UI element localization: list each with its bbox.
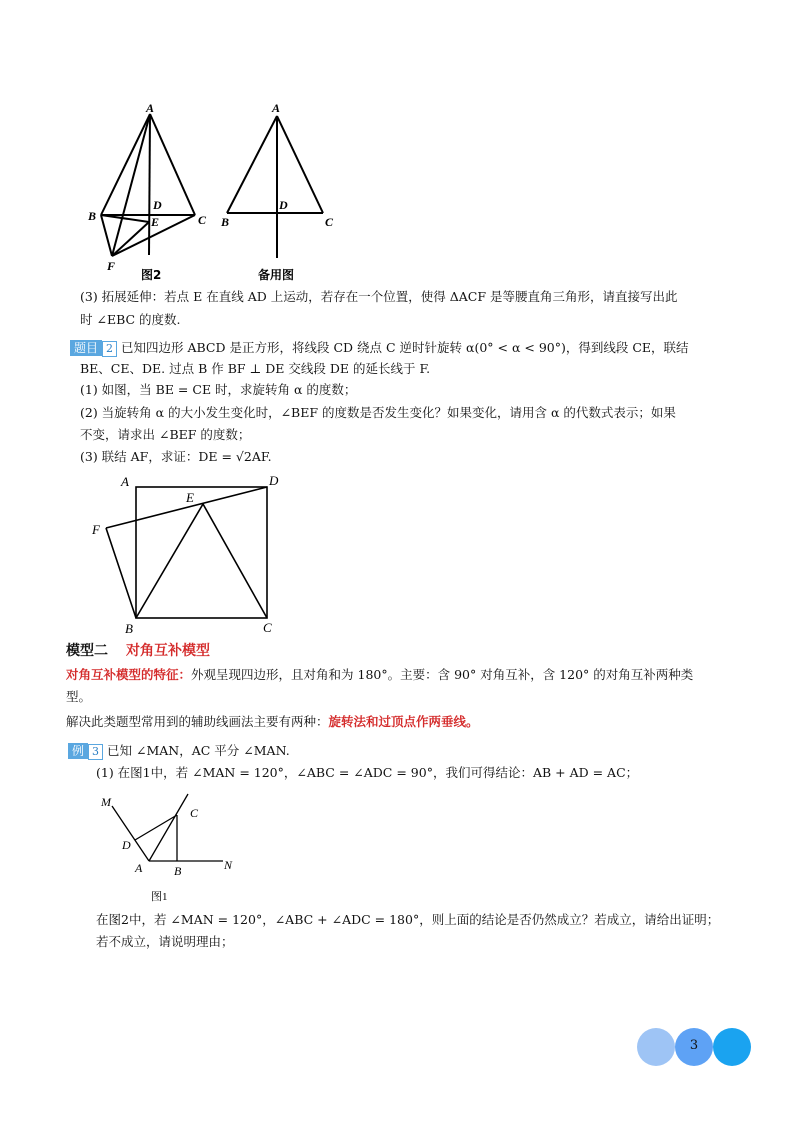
fig2-label-d: D [153, 198, 162, 212]
model2-feature [66, 666, 693, 684]
page-circle-dark [713, 1028, 751, 1066]
example3-tag: 例 [68, 743, 88, 759]
square-label-e: E [186, 490, 194, 505]
fig1-label-n: N [224, 858, 233, 872]
fig1-label-d: D [122, 838, 131, 852]
problem2-line4: (2) 当旋转角 α 的大小发生变化时，∠BEF 的度数是否发生变化？如果变化，请用含 α 的代数式表示；如果 [80, 405, 676, 420]
problem2-line5: 不变，请求出 ∠BEF 的度数； [80, 427, 251, 442]
square-label-f: F [92, 522, 100, 537]
model2-feature-text2: 型。 [66, 689, 92, 704]
square-label-b: B [125, 621, 133, 636]
backup-label-b: B [221, 215, 230, 229]
backup-label-a: A [272, 101, 281, 115]
fig2-label-e: E [151, 215, 160, 229]
problem2-tag: 题目 [70, 340, 102, 356]
problem2-line6: (3) 联结 AF，求证：DE = √2AF. [80, 449, 272, 464]
q1-part3-line1: (3) 拓展延伸：若点 E 在直线 AD 上运动，若存在一个位置，使得 ΔACF 是等腰直角三角形，请直接写出此 [80, 289, 678, 304]
q1-part3-line2: 时 ∠EBC 的度数. [80, 312, 181, 327]
square-figure [85, 470, 290, 640]
example3-line4: 若不成立，请说明理由； [96, 934, 234, 949]
problem2-line1: 已知四边形 ABCD 是正方形，将线段 CD 绕点 C 逆时针旋转 α(0° < α < 90°)，得到线段 CE，联结 [121, 340, 689, 355]
fig1-label-a: A [135, 861, 143, 875]
fig1-label-m: M [101, 795, 111, 809]
backup-label-c: C [325, 215, 334, 229]
example3-line2: (1) 在图1中，若 ∠MAN = 120°，∠ABC = ∠ADC = 90°，我们可得结论：AB + AD = AC； [96, 765, 639, 780]
model2-label: 模型二 [66, 643, 108, 659]
model2-feature-label: 对角互补模型的特征： [66, 667, 192, 682]
figure-2 [80, 100, 220, 285]
square-label-d: D [269, 473, 279, 488]
page-number: 3 [689, 1038, 699, 1053]
backup-caption: 备用图 [258, 268, 295, 282]
example3-line1: 已知 ∠MAN，AC 平分 ∠MAN. [107, 743, 290, 758]
model2-feature-text: 外观呈现四边形，且对角和为 180°。主要：含 90° 对角互补，含 120° 的对角互补两种类 [191, 667, 694, 682]
example3-header [68, 742, 290, 760]
fig2-label-b: B [88, 209, 97, 223]
model2-method-red: 旋转法和过顶点作两垂线。 [328, 714, 479, 729]
square-label-c: C [263, 620, 272, 635]
figure-1 [95, 790, 245, 905]
problem2-number: 2 [102, 341, 117, 357]
model2-method [66, 713, 479, 731]
fig2-label-f: F [107, 259, 116, 273]
model2-heading [66, 642, 210, 660]
page-circle-light [637, 1028, 675, 1066]
square-label-a: A [121, 474, 129, 489]
fig1-caption: 图1 [151, 891, 168, 903]
model2-method-text: 解决此类题型常用到的辅助线画法主要有两种： [66, 714, 329, 729]
fig1-label-b: B [174, 864, 182, 878]
example3-number: 3 [88, 744, 103, 760]
problem2-header [70, 339, 689, 357]
model2-title: 对角互补模型 [126, 643, 210, 659]
backup-label-d: D [279, 198, 288, 212]
figure-backup [215, 100, 345, 285]
example3-line3: 在图2中，若 ∠MAN = 120°，∠ABC + ∠ADC = 180°，则上面的结论是否仍然成立？若成立，请给出证明； [96, 912, 720, 927]
fig2-label-c: C [198, 213, 207, 227]
problem2-line2: BE、CE、DE. 过点 B 作 BF ⊥ DE 交线段 DE 的延长线于 F. [80, 361, 431, 376]
fig2-caption: 图2 [141, 268, 162, 282]
fig1-label-c: C [190, 806, 199, 820]
problem2-line3: (1) 如图，当 BE = CE 时，求旋转角 α 的度数； [80, 382, 357, 397]
fig2-label-a: A [146, 101, 155, 115]
